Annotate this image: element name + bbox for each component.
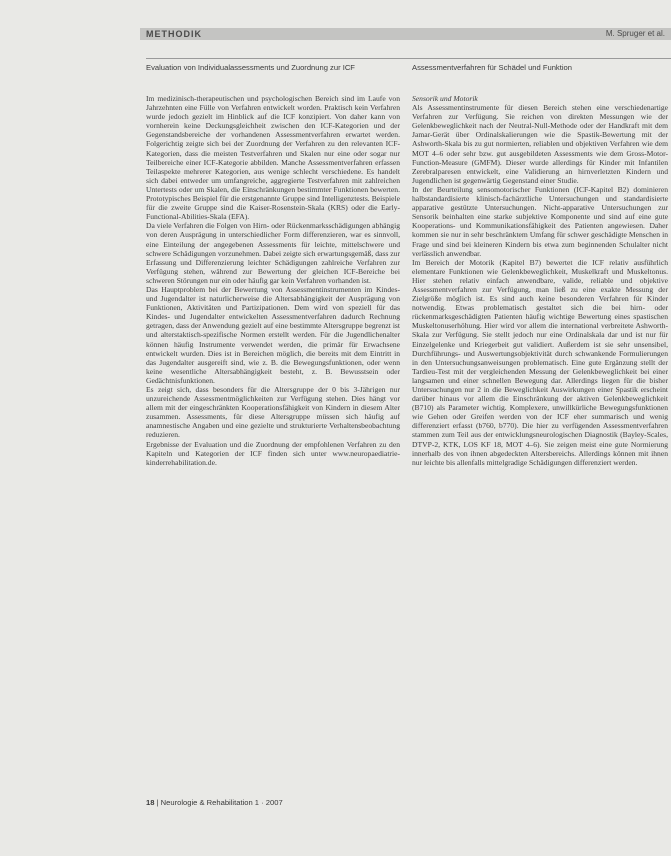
body-paragraph: Es zeigt sich, dass besonders für die Altersgruppe der 0 bis 3-Jährigen nur unzureichende Assessmentmöglichkeiten zur Verfügung stehen. Dies hängt vor allem mit der eingeschränkten Kooperationsfähigkeit von Kindern in diesem Alter zusammen. Assessments, für diese Altersgruppe müssen sich häufig auf anamnestische Angaben und eine gezielte und strukturierte Verhaltensbeobachtung reduzieren. — [146, 385, 400, 440]
footer-separator: | — [156, 798, 161, 807]
body-paragraph: Im medizinisch-therapeutischen und psychologischen Bereich sind im Laufe von Jahrzehnten eine Fülle von Verfahren entwickelt worden. Praktisch kein Verfahren wurde jedoch gezielt im Hinblick auf die ICF konzipiert. Von daher kann von vornherein keine Deckungsgleichheit zwischen den ICF-Kategorien und der Gegenstandsbereiche der vorhandenen Assessmentverfahren erwartet werden. Folgerichtig zeigte sich bei der Zuordnung der Verfahren zu den relevanten ICF-Kategorien, dass die meisten Testverfahren und Skalen nur eine oder sogar nur Teilbereiche einer ICF-Kategorie abbilden. Manche Assessmentverfahren erfassen Teilaspekte mehrerer Kategorien, aus wenige schlecht verschiedene. Es handelt sich dabei entweder um umfangreiche, aggregierte Testverfahren mit zahlreichen Untertests oder um Skalen, die Einschränkungen bestimmter Funktionen bewerten. Prototypisches Beispiel für die erstgenannte Gruppe sind Intelligenztests. Beispiele für die zweite Gruppe sind die Kaiser-Rosenstein-Skala (KRS) oder die Early-Functional-Abilities-Skala (EFA). — [146, 94, 400, 222]
author-label: M. Spruger et al. — [605, 29, 665, 38]
subheading: Sensorik und Motorik — [412, 94, 478, 103]
body-paragraph: Ergebnisse der Evaluation und die Zuordnung der empfohlenen Verfahren zu den Kapiteln und Kategorien der ICF finden sich unter www.neuropaediatrie-kinderrehabilitation.de. — [146, 439, 400, 467]
left-text-column — [146, 94, 400, 467]
body-paragraph: Im Bereich der Motorik (Kapitel B7) bewertet die ICF relativ ausführlich elementare Funktionen wie Gelenkbeweglichkeit, Muskelkraft und Muskeltonus. Hier stehen relativ einfach anwendbare, valide, reliable und objektive Assessmentverfahren zur Verfügung, man ließ zu eine exakte Messung der Zielgröße möglich ist. Es sind auch keine besonderen Verfahren für Kinder notwendig. Etwas problematisch gestaltet sich die bei hirn- oder rückenmarksgeschädigten Patienten häufig wichtige Bewertung eines spastischen Muskeltonuserhöhung. Hier wird vor allem die international verbreitete Ashworth-Skala zur Verfügung. Sie stellt jedoch nur eine Ordinalskala dar und ist nur für Einzelgelenke und Kriegerbeit gut validiert. Außerdem ist sie sehr unsensibel, Durchführungs- und Auswertungsobjektivität durch schwankende Formulierungen in den Untersuchungsanweisungen problematisch. Eine gute Ergänzung stellt der Tardieu-Test mit der vergleichenden Messung der Gelenkbeweglichkeit bei einer langsamen und einer schnellen Bewegung dar. Allerdings liegen für die bisher Untersuchungen nur 2 in die Beweglichkeit Auswirkungen einer Spastik erscheint darüber hinaus vor allem die Einschränkung der aktiven Gelenkbeweglichkeit (B710) als Parameter wichtig. Komplexere, unwillkürliche Bewegungsfunktionen wie Gehen oder Greifen werden von der ICF eher summarisch und wenig differenziert erfasst (b760, b770). Die hier zu verfügenden Assessmentverfahren stammen zum Teil aus der entwicklungsneurologischen Diagnostik (Bayley-Scales, DTVP-2, KTK, LOS KF 18, MOT 4–6). Sie zeigen meist eine gute Normierung innerhalb des von ihnen abgedeckten Altersbereichs. Allerdings können mit ihnen nur leichte bis allenfalls mittelgradige Schädigungen differenziert werden. — [412, 257, 668, 467]
journal-name: Neurologie & Rehabilitation 1 · 2007 — [160, 798, 283, 807]
body-paragraph: In der Beurteilung sensomotorischer Funktionen (ICF-Kapitel B2) dominieren halbstandardisierte klinisch-fachärztliche Untersuchungen und standardisierte apparative gestützte Untersuchungen. Nicht-apparative Untersuchungen zur Sensorik beinhalten eine starke subjektive Komponente und sind auf eine gute Kooperations- und Kommunikationsfähigkeit des Patienten angewiesen. Daher kommen sie nur in sehr beschränktem Umfang für schwer geschädigte Menschen in Frage und sind bei kleineren Kindern bis etwa zum beginnenden Schulalter nicht verlässlich anwendbar. — [412, 184, 668, 258]
right-column-caption: Assessmentverfahren für Schädel und Funktion — [412, 63, 572, 72]
body-paragraph: Das Hauptproblem bei der Bewertung von Assessmentinstrumenten im Kindes- und Jugendalter ist naturlicherweise die Altersabhängigkeit der Ausprägung von Funktionen, Aktivitäten und Partizipationen. Dem wird von speziell für das Kindes- und Jugendalter entwickelten Assessmentverfahren dadurch Rechnung getragen, dass der Anwendung gezielt auf eine bestimmte Altersgruppe begrenzt ist und alterstaktisch-spezifische Normen erstellt werden. Für die Jugendlichenalter können häufig Instrumente verwendet werden, die primär für Erwachsene entwickelt wurden. Dies ist in Bereichen möglich, die bereits mit dem Eintritt in das Jugendalter ausgereift sind, wie z. B. die Bewegungsfunktionen, oder wenn keine wesentliche Altersabhängigkeit besteht, z. B. Bewusstsein oder Gedächtnisfunktionen. — [146, 284, 400, 385]
section-label: METHODIK — [146, 29, 202, 39]
right-text-column — [412, 94, 668, 467]
left-column-caption: Evaluation von Individualassessments und Zuordnung zur ICF — [146, 63, 355, 72]
body-paragraph: Da viele Verfahren die Folgen von Hirn- oder Rückenmarksschädigungen abhängig von deren Ausprägung in unterschiedlicher Form differenzieren, war es sinnvoll, eine Einteilung der angegebenen Assessments für leichte, mittelschwere und schwere Schädigungen vorzunehmen. Dabei zeigte sich erwartungsgemäß, dass zur Erfassung und Differenzierung leichter Schädigungen zahlreiche Verfahren zur Verfügung stehen, während zur Bewertung der gleichen ICF-Bereiche bei schweren Störungen nur ein oder häufig gar kein Verfahren vorhanden ist. — [146, 221, 400, 285]
header-rule — [146, 58, 671, 59]
page-footer — [146, 798, 283, 807]
page-number: 18 — [146, 798, 155, 807]
header-bar — [140, 28, 671, 40]
body-paragraph: Als Assessmentinstrumente für diesen Bereich stehen eine verschiedenartige Verfahren zur Verfügung. Sie reichen von direkten Messungen wie der Gelenkbeweglichkeit nach der Neutral-Null-Methode oder der Handkraft mit dem Jamar-Gerät über Ordinalskalierungen wie die Spastik-Bewertung mit der Ashworth-Skala bis zu gut normierten, reliablen und objektiven Verfahren wie dem MOT 4–6 oder sehr bzw. gut ausgebildeten Assessments wie dem Gross-Motor-Function-Measure (GMFM). Dieser wurde allerdings für Kinder mit Infantilen Zerebralparesen entwickelt, eine Validierung an hirnverletzten Kindern und Jugendlichen ist gegenwärtig Gegenstand einer Studie. — [412, 103, 668, 185]
